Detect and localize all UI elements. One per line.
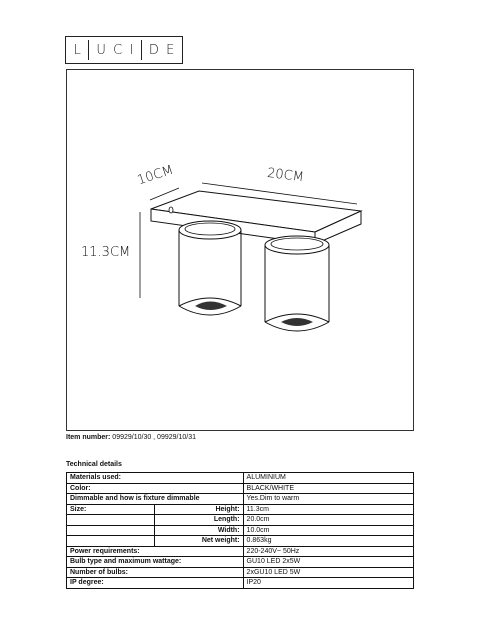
spec-row <box>67 515 414 526</box>
spec-sublabel: Length: <box>154 515 243 526</box>
spec-label: Color: <box>67 483 244 494</box>
width-dimension: 20CM <box>266 165 305 186</box>
spec-label <box>67 515 155 526</box>
spec-value: 220-240V~ 50Hz <box>243 546 413 557</box>
spec-row <box>67 536 414 547</box>
technical-details-title: Technical details <box>66 461 122 468</box>
specs-table <box>66 472 414 589</box>
item-number <box>66 434 196 441</box>
spec-label: Dimmable and how is fixture dimmable <box>67 494 244 505</box>
spec-row <box>67 483 414 494</box>
spec-sublabel: Net weight: <box>154 536 243 547</box>
logo-letter: U <box>96 42 106 58</box>
spec-value: 2xGU10 LED 5W <box>243 567 413 578</box>
spec-label: Size: <box>67 504 155 515</box>
right-spot-opening <box>281 318 313 326</box>
spec-row <box>67 473 414 484</box>
logo-letter: L <box>73 42 81 58</box>
spec-sublabel: Height: <box>154 504 243 515</box>
spec-row <box>67 494 414 505</box>
spec-value: Yes.Dim to warm <box>243 494 413 505</box>
left-spot-top <box>179 221 241 239</box>
item-number-value: 09929/10/30 , 09929/10/31 <box>112 434 196 441</box>
spec-label: IP degree: <box>67 578 244 589</box>
spec-row <box>67 557 414 568</box>
spec-value: 10.0cm <box>243 525 413 536</box>
depth-dimension: 10CM <box>135 162 176 189</box>
spec-value: BLACK/WHITE <box>243 483 413 494</box>
spec-value: ALUMINIUM <box>243 473 413 484</box>
spec-value: 20.0cm <box>243 515 413 526</box>
logo-divider <box>141 40 142 60</box>
spec-label: Materials used: <box>67 473 244 484</box>
spec-label <box>67 525 155 536</box>
depth-dimension-line <box>150 188 179 200</box>
spec-label: Bulb type and maximum wattage: <box>67 557 244 568</box>
spec-sublabel: Width: <box>154 525 243 536</box>
spec-row <box>67 578 414 589</box>
left-spot-opening <box>195 302 227 311</box>
logo-letter: D <box>148 42 159 58</box>
spec-value: GU10 LED 2x5W <box>243 557 413 568</box>
spec-value: IP20 <box>243 578 413 589</box>
spec-label: Power requirements: <box>67 546 244 557</box>
brand-logo <box>65 36 183 64</box>
spec-label <box>67 536 155 547</box>
logo-letter: C <box>113 42 123 58</box>
spec-label: Number of bulbs: <box>67 567 244 578</box>
spec-row <box>67 546 414 557</box>
logo-letter: I <box>129 42 134 58</box>
spec-value: 0.863kg <box>243 536 413 547</box>
height-dimension: 11.3CM <box>81 245 131 260</box>
spec-row <box>67 525 414 536</box>
screw-icon <box>169 207 173 213</box>
spec-value: 11.3cm <box>243 504 413 515</box>
right-spot-top <box>265 236 329 254</box>
spec-row <box>67 504 414 515</box>
item-number-label: Item number: <box>66 434 111 441</box>
logo-letter: E <box>166 42 175 58</box>
product-drawing <box>66 69 414 431</box>
spec-row <box>67 567 414 578</box>
logo-divider <box>88 40 89 60</box>
